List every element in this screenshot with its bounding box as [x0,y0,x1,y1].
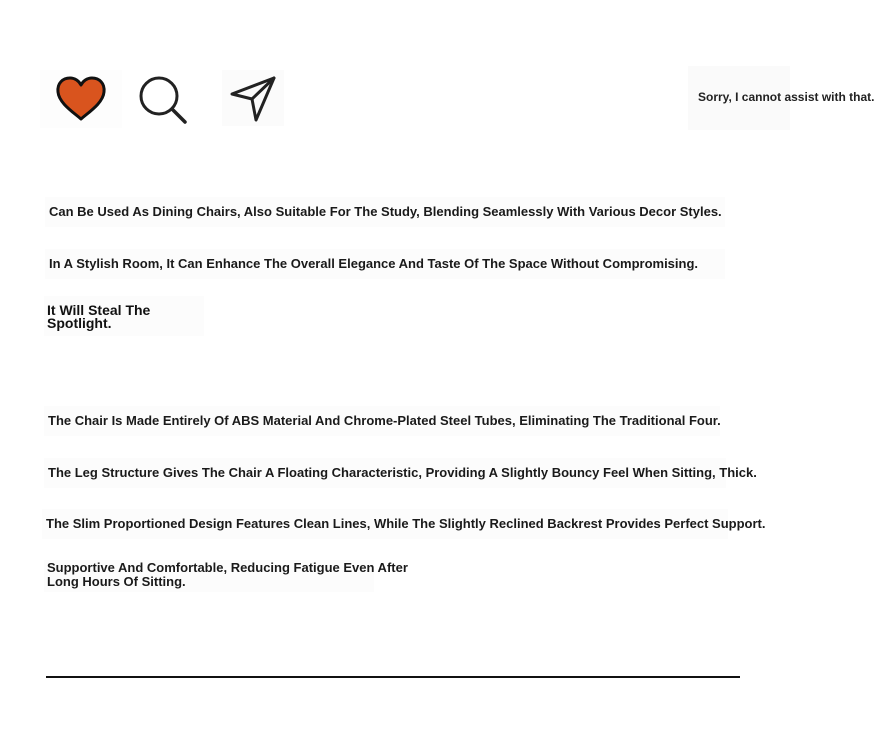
notice-text: Sorry, I cannot assist with that. [698,90,874,104]
heart-icon [53,75,109,123]
like-button[interactable] [40,70,122,128]
paragraph-line: Long Hours Of Sitting. [47,574,186,589]
search-icon [135,72,191,128]
notice-panel [688,66,874,130]
description-paragraph [44,560,408,592]
description-line: Can Be Used As Dining Chairs, Also Suitable For The Study, Blending Seamlessly With Various Decor Styles. [45,197,725,227]
section-heading [44,296,204,336]
description-line: The Chair Is Made Entirely Of ABS Material And Chrome-Plated Steel Tubes, Eliminating The Traditional Four. [44,406,720,436]
description-line: The Leg Structure Gives The Chair A Floating Characteristic, Providing A Slightly Bouncy Feel When Sitting, Thick. [44,458,726,488]
paragraph-line: Supportive And Comfortable, Reducing Fatigue Even After [47,560,408,575]
divider [46,676,740,678]
description-line: In A Stylish Room, It Can Enhance The Overall Elegance And Taste Of The Space Without Compromising. [45,249,725,279]
heading-line: Spotlight. [47,315,112,331]
heading-line: It Will Steal The [47,302,151,318]
description-line: The Slim Proportioned Design Features Clean Lines, While The Slightly Reclined Backrest Provides Perfect Support. [42,509,728,539]
search-button[interactable] [133,72,193,128]
share-button[interactable] [222,70,284,126]
send-icon [226,72,280,124]
